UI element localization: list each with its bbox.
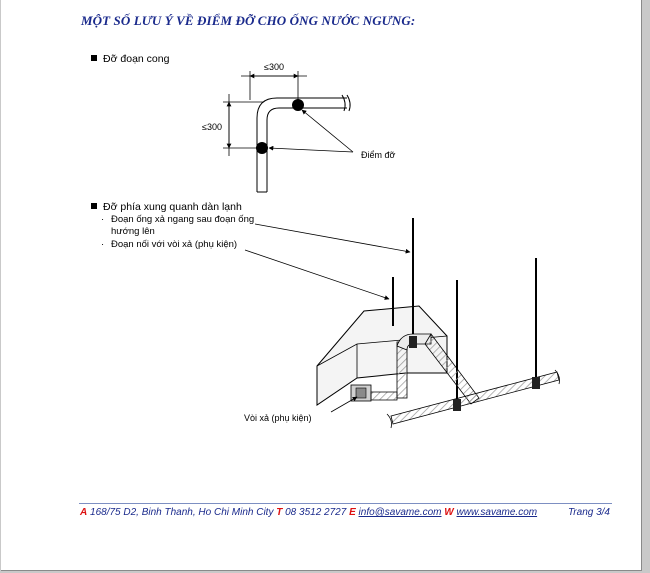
footer-t-letter: T (276, 507, 283, 518)
drain-pipe (371, 334, 560, 428)
footer-e-letter: E (349, 507, 356, 518)
footer-w-letter: W (444, 507, 454, 518)
indoor-unit-support-diagram (244, 218, 560, 428)
footer-email-link[interactable]: info@savame.com (358, 507, 442, 518)
support-point-label: Điểm đỡ (361, 150, 396, 160)
support-point-dot (256, 142, 268, 154)
support-point-dot (292, 99, 304, 111)
footer-a-letter: A (80, 507, 88, 518)
section-bend-support-label: Đỡ đoạn cong (103, 53, 170, 65)
unit-support-item-1: · Đoạn ống xả ngang sau đoạn ống (101, 214, 255, 225)
unit-support-item-2: · Đoạn nối với vòi xả (phụ kiện) (101, 239, 238, 250)
section-unit-support-label: Đỡ phía xung quanh dàn lạnh (103, 201, 242, 213)
unit-support-item-1-cont: hướng lên (111, 226, 155, 237)
indoor-unit (317, 306, 447, 405)
footer-website-link[interactable]: www.savame.com (456, 507, 538, 518)
footer-phone: 08 3512 2727 (285, 507, 347, 518)
drain-hose-label: Vòi xả (phụ kiện) (244, 413, 312, 423)
dim-vertical-label: ≤300 (202, 122, 222, 132)
dim-horizontal-label: ≤300 (264, 62, 284, 72)
diagrams (1, 0, 641, 570)
footer-divider (79, 503, 612, 504)
footer-address: 168/75 D2, Binh Thanh, Ho Chi Minh City (90, 507, 274, 518)
page-title: MỘT SỐ LƯU Ý VỀ ĐIỂM ĐỠ CHO ỐNG NƯỚC NGƯNG: (81, 13, 416, 28)
document-page (1, 0, 642, 571)
page-number: Trang 3/4 (567, 507, 610, 518)
bend-support-diagram (202, 62, 396, 192)
footer (80, 507, 610, 518)
